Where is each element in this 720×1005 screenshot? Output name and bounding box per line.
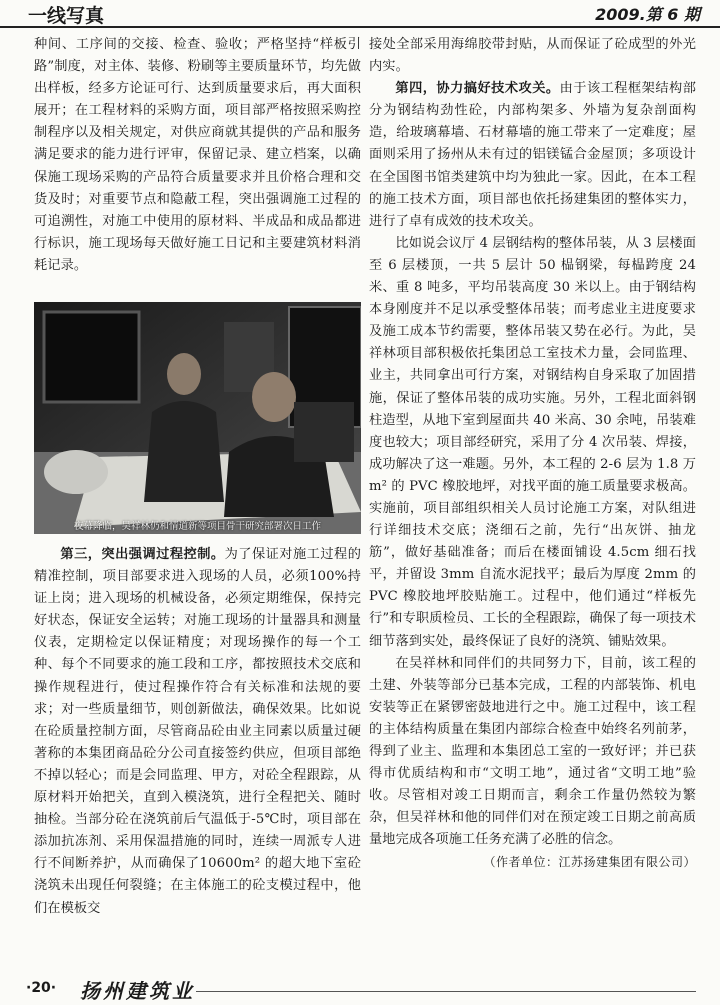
page-header	[0, 0, 720, 28]
paragraph-text: 为了保证对施工过程的精准控制，项目部要求进入现场的人员，必须100%持证上岗；进入现场的机械设备，必须定期维保，保持完好状态，保证安全运转；对施工现场的计量器具和测量仪表，定期检定以保证精度；对现场操作的每一个工种、每个不同要求的施工段和工序，都按照技术交底和操作规程进行，使过程操作符合有关标准和法规的要求；对一些质量细节，则创新做法，确保效果。比如说在砼质量控制方面，尽管商品砼由业主同素以质量过硬著称的本集团商品砼分公司直接签约供应，但项目部绝不掉以轻心；而是会同监理、甲方，对砼全程跟踪，从原材料开始把关，直到入模浇筑，进行全程把关、随时抽检。当部分砼在浇筑前后气温低于-5℃时，项目部在添加抗冻剂、采用保温措施的同时，连续一周派专人进行不间断养护，从而确保了10600m² 的超大地下室砼浇筑未出现任何裂缝；在主体施工的砼支模过程中，他们在模板交	[34, 547, 362, 916]
paragraph	[369, 78, 696, 233]
footer-rule	[196, 991, 696, 992]
author-affiliation: （作者单位：江苏扬建集团有限公司）	[483, 855, 696, 870]
paragraph: 比如说会议厅 4 层钢结构的整体吊装，从 3 层楼面至 6 层楼顶，一共 5 层计 50 榀钢梁，每榀跨度 24 米、重 8 吨多，平均吊装高度 30 米以上。由于钢结构本身刚度并不足以承受整体吊装；而考虑业主进度要求及施工成本节约需要，整体吊装又势在必行。为此，吴祥林项目部积极依托集团总工室技术力量，会同监理、业主，共同拿出可行方案，对钢结构自身采取了加固措施，保证了整体吊装的成功实施。另外，工程北面斜钢柱造型，从地下室到屋面共 40 米高、30 余吨，吊装难度也较大；项目部经研究，采用了分 4 次吊装、焊接，成功解决了这一难题。另外，本工程的 2-6 层为 1.8 万 m² 的 PVC 橡胶地坪，对找平面的施工质量要求极高。实施前，项目部组织相关人员讨论施工方案，对队组进行详细技术交底；浇细石之前，先行“出灰饼、抽龙筋”，做好基础准备；而后在楼面铺设 4.5cm 细石找平，并留设 3mm 自流水泥找平；最后为厚度 2mm 的 PVC 橡胶地坪胶贴施工。过程中，他们通过“样板先行”和专职质检员、工长的全程跟踪，确保了每一项技术细节落到实处，最终保证了良好的浇筑、铺贴效果。	[369, 235, 696, 649]
right-column	[369, 34, 696, 874]
paragraph: 接处全部采用海绵胶带封贴，从而保证了砼成型的外光内实。	[369, 37, 696, 75]
paragraph: 种间、工序间的交接、检查、验收；严格坚持“样板引路”制度，对主体、装修、粉刷等主要质量环节，均先做出样板，经多方论证可行、达到质量要求后，再大面积展开；在工程材料的采购方面，项目部严格按照采购控制程序以及相关规定，对供应商就其提供的产品和服务满足要求的能力进行评审，保留记录、建立档案，以确保施工现场采购的产品符合质量要求并且价格合理和交货及时；对重要节点和隐蔽工程，突出强调施工过程的可追溯性，对施工中使用的原材料、半成品和成品都进行标识，施工现场每天做好施工日记和主要建筑材料消耗记录。	[34, 37, 361, 273]
photo-caption: 夜幕降临，吴祥林仍和情道新等项目骨干研究部署次日工作	[73, 521, 321, 532]
section-title: 一线写真	[28, 5, 105, 27]
magazine-logo: 扬州建筑业	[80, 979, 195, 1003]
page-footer	[0, 972, 720, 1005]
paragraph: 在吴祥林和同伴们的共同努力下，目前，该工程的土建、外装等部分已基本完成，工程的内部装饰、机电安装等正在紧锣密鼓地进行之中。施工过程中，该工程的主体结构质量在集团内部综合检查中始终名列前茅，得到了业主、监理和本集团总工室的一致好评；并已获得市优质结构和市“文明工地”，通过省“文明工地”验收。尽管相对竣工日期而言，剩余工作量仍然较为繁杂，但吴祥林和他的同伴们对在预定竣工日期之前高质量地完成各项施工任务充满了必胜的信念。	[369, 655, 696, 848]
paragraph-lead: 第三，突出强调过程控制。	[60, 547, 225, 562]
issue-label: 2009.第 6 期	[595, 5, 700, 24]
photo	[34, 302, 361, 534]
left-column-bottom	[34, 544, 361, 920]
left-column-top	[34, 34, 361, 277]
page-number: ·20·	[26, 980, 57, 996]
paragraph-text: 由于该工程框架结构部分为钢结构劲性砼，内部构架多、外墙为复杂剖面构造，给玻璃幕墙、石材幕墙的施工带来了一定难度；屋面则采用了扬州从未有过的铝镁锰合金屋顶；多项设计在全国图书馆类建筑中均为独此一家。因此，在本工程的施工技术方面，项目部也依托扬建集团的整体实力，进行了卓有成效的技术攻关。	[369, 81, 697, 229]
paragraph	[34, 544, 361, 920]
photo-illustration	[34, 302, 361, 534]
paragraph-lead: 第四，协力搞好技术攻关。	[395, 81, 560, 97]
